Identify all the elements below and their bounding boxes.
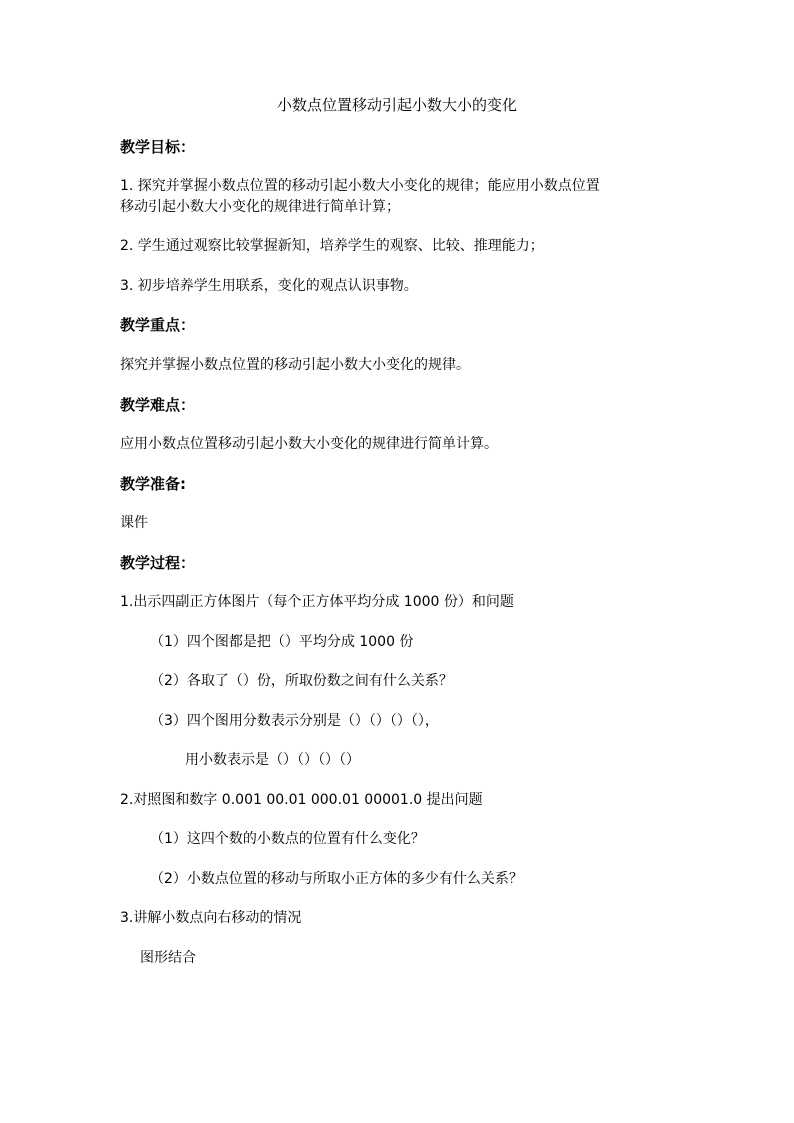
preparation-text: 课件: [120, 515, 148, 531]
key-points-heading: 教学重点：: [120, 316, 196, 334]
goal-item-1-line-2: 移动引起小数大小变化的规律进行简单计算；: [120, 199, 400, 215]
process-step-2-question-2: （2）小数点位置的移动与所取小正方体的多少有什么关系？: [150, 871, 523, 887]
page-title: 小数点位置移动引起小数大小的变化: [276, 96, 517, 114]
goal-item-1-line-1: 1. 探究并掌握小数点位置的移动引起小数大小变化的规律；能应用小数点位置: [120, 178, 600, 194]
key-points-text: 探究并掌握小数点位置的移动引起小数大小变化的规律。: [120, 357, 470, 373]
goals-heading: 教学目标：: [120, 138, 196, 156]
process-step-2-question-1: （1）这四个数的小数点的位置有什么变化？: [150, 831, 425, 847]
process-step-2: 2.对照图和数字 0.001 00.01 000.01 00001.0 提出问题: [120, 792, 483, 808]
process-step-1-question-2: （2）各取了（）份，所取份数之间有什么关系？: [150, 673, 453, 689]
process-step-3-sub: 图形结合: [140, 950, 196, 966]
process-step-1: 1.出示四副正方体图片（每个正方体平均分成 1000 份）和问题: [120, 594, 514, 610]
process-step-1-question-3: （3）四个图用分数表示分别是（）（）（）（），: [150, 713, 439, 729]
process-step-3: 3.讲解小数点向右移动的情况: [120, 910, 302, 926]
goal-item-3: 3. 初步培养学生用联系，变化的观点认识事物。: [120, 278, 418, 294]
process-step-1-question-3-decimal: 用小数表示是（）（）（）（）: [185, 752, 360, 768]
process-step-1-question-1: （1）四个图都是把（）平均分成 1000 份: [150, 634, 414, 650]
preparation-heading: 教学准备:: [120, 475, 186, 493]
difficulties-text: 应用小数点位置移动引起小数大小变化的规律进行简单计算。: [120, 436, 498, 452]
goal-item-2: 2. 学生通过观察比较掌握新知，培养学生的观察、比较、推理能力；: [120, 238, 544, 254]
process-heading: 教学过程：: [120, 554, 196, 572]
difficulties-heading: 教学难点：: [120, 396, 196, 414]
